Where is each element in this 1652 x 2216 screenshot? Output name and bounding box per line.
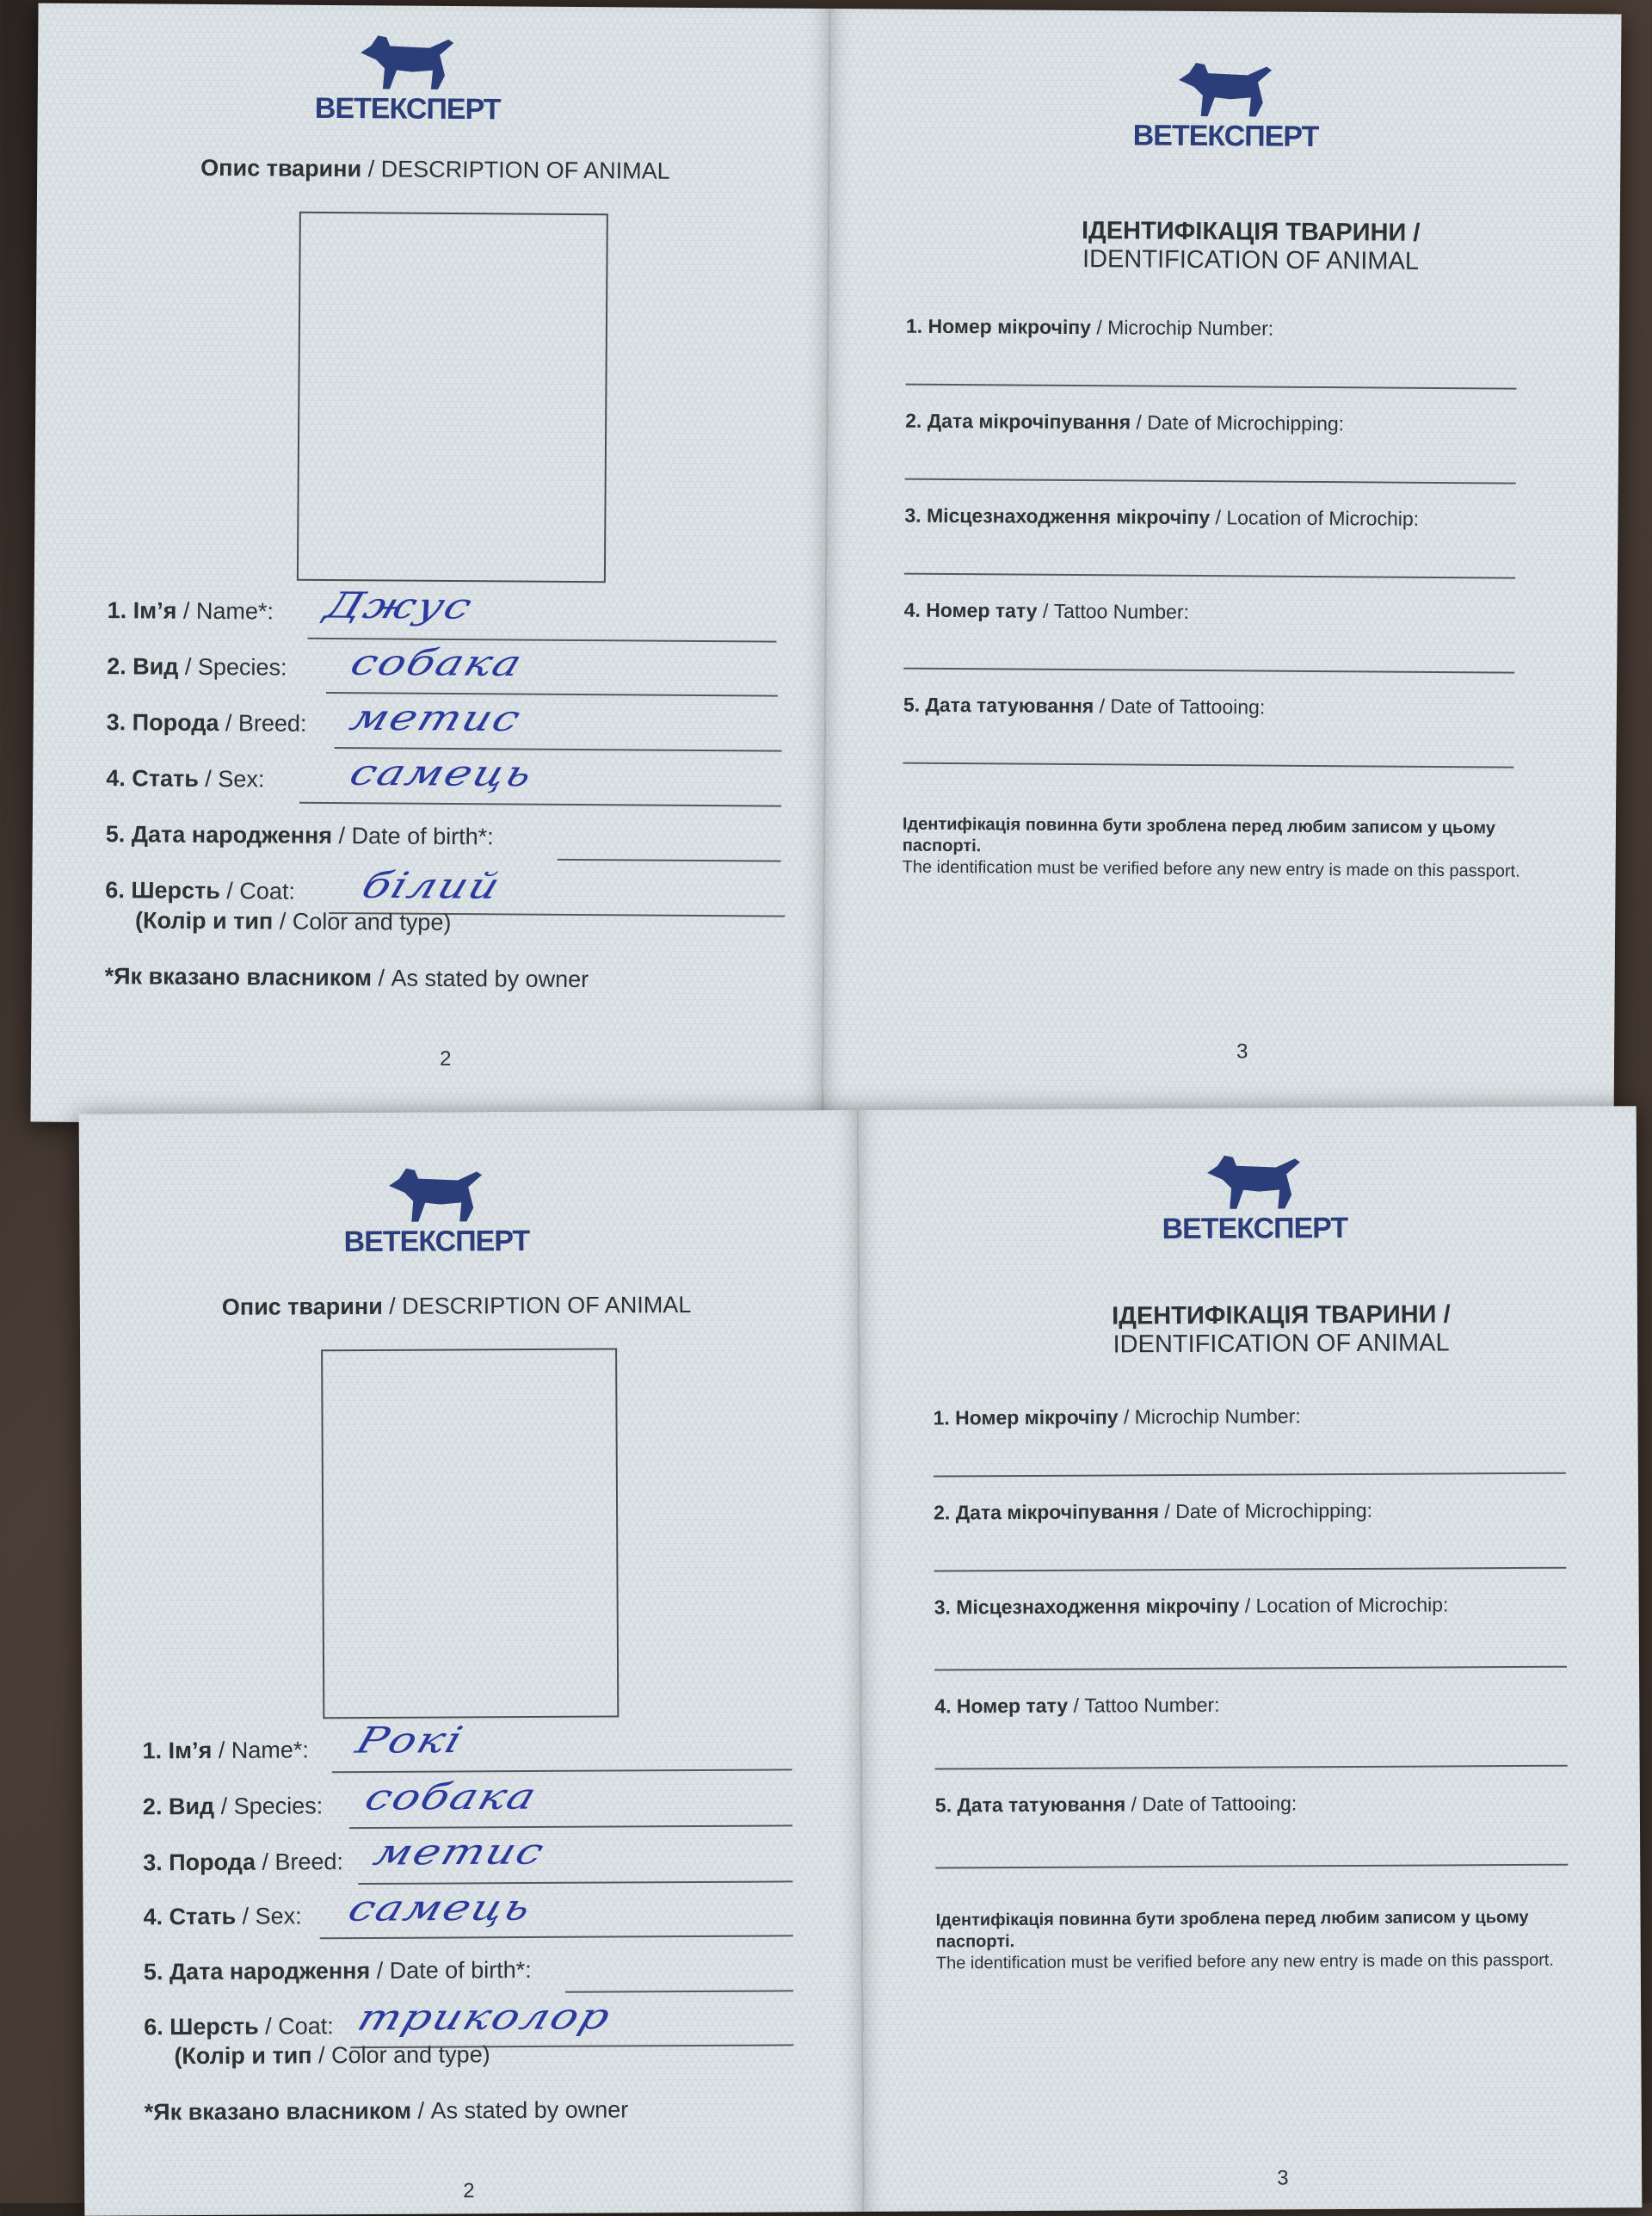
dog-icon — [380, 1159, 492, 1229]
brand-name: ВЕТЕКСПЕРТ — [1162, 1212, 1348, 1246]
field-name-label: 1. Ім’я / Name*: — [142, 1737, 309, 1764]
fill-line — [299, 802, 781, 807]
id-field-tattoo-number: 4. Номер тату / Tattoo Number: — [934, 1693, 1220, 1718]
dog-icon — [352, 27, 465, 96]
field-species-label: 2. Вид / Species: — [142, 1793, 324, 1820]
dog-icon — [1170, 54, 1283, 124]
coat-sub-label: (Колір и тип / Color and type) — [174, 2041, 490, 2070]
handwritten-breed: метис — [344, 697, 527, 740]
handwritten-coat: триколор — [352, 1996, 617, 2040]
fill-line — [349, 1824, 792, 1829]
fill-line — [358, 1880, 792, 1885]
id-field-microchip-location: 3. Місцезнаходження мікрочіпу / Location of Microchip: — [904, 503, 1420, 530]
field-sex-label: 4. Стать / Sex: — [143, 1903, 302, 1930]
fill-line — [320, 1935, 793, 1939]
page-number: 2 — [439, 1046, 452, 1071]
dog-icon — [1199, 1146, 1310, 1216]
passport-spread-bottom — [79, 1106, 1643, 2215]
description-title: Опис тварини / DESCRIPTION OF ANIMAL — [221, 1292, 692, 1320]
field-dob-label: 5. Дата народження / Date of birth*: — [143, 1957, 532, 1985]
fill-line — [934, 1472, 1566, 1478]
field-name-label: 1. Ім’я / Name*: — [107, 597, 274, 625]
owner-note: *Як вказано власником / As stated by owner — [144, 2096, 629, 2126]
photo-box — [297, 212, 608, 583]
brand-name: ВЕТЕКСПЕРТ — [314, 91, 501, 127]
identification-page — [823, 9, 1621, 1133]
fill-line — [558, 859, 781, 862]
photo-box — [321, 1348, 619, 1719]
fill-line — [903, 668, 1514, 674]
id-field-microchip-location: 3. Місцезнаходження мікрочіпу / Location of Microchip: — [934, 1593, 1449, 1619]
fill-line — [934, 1567, 1566, 1572]
handwritten-coat: білий — [356, 865, 507, 908]
fill-line — [904, 573, 1515, 579]
id-field-microchip-number: 1. Номер мікрочіпу / Microchip Number: — [905, 314, 1274, 340]
field-species-label: 2. Вид / Species: — [107, 653, 287, 681]
handwritten-species: собака — [360, 1775, 543, 1819]
page-number: 3 — [1236, 1040, 1248, 1064]
brand-name: ВЕТЕКСПЕРТ — [343, 1225, 530, 1259]
handwritten-sex: самець — [344, 752, 539, 795]
identification-title: ІДЕНТИФІКАЦІЯ ТВАРИНИ / IDENTIFICATION OF ANIMAL — [1081, 217, 1421, 275]
fill-line — [934, 1666, 1567, 1671]
identification-title: ІДЕНТИФІКАЦІЯ ТВАРИНИ / IDENTIFICATION OF ANIMAL — [1112, 1300, 1451, 1359]
description-title: Опис тварини / DESCRIPTION OF ANIMAL — [200, 154, 670, 184]
fill-line — [326, 692, 778, 697]
fill-line — [332, 1768, 792, 1773]
field-dob-label: 5. Дата народження / Date of birth*: — [105, 821, 494, 850]
coat-sub-label: (Колір и тип / Color and type) — [135, 907, 452, 935]
id-field-tattoo-date: 5. Дата татуювання / Date of Tattooing: — [903, 693, 1266, 719]
fill-line — [903, 762, 1513, 769]
handwritten-name: Джус — [319, 585, 479, 628]
id-field-microchip-date: 2. Дата мікрочіпування / Date of Microchipping: — [905, 409, 1345, 435]
field-breed-label: 3. Порода / Breed: — [106, 709, 307, 737]
fill-line — [905, 478, 1516, 485]
id-field-tattoo-number: 4. Номер тату / Tattoo Number: — [903, 598, 1190, 623]
handwritten-name: Рокі — [350, 1719, 470, 1762]
owner-note: *Як вказано власником / As stated by owner — [104, 963, 589, 993]
brand-logo — [296, 27, 521, 127]
field-sex-label: 4. Стать / Sex: — [106, 765, 265, 793]
handwritten-species: собака — [345, 642, 529, 685]
fill-line — [565, 1990, 793, 1992]
id-field-microchip-date: 2. Дата мікрочіпування / Date of Microchipping: — [934, 1498, 1373, 1524]
page-number: 2 — [463, 2179, 475, 2203]
brand-logo — [324, 1159, 549, 1259]
fill-line — [905, 384, 1516, 390]
passport-spread-top — [30, 3, 1621, 1133]
field-coat-label: 6. Шерсть / Coat: — [144, 2013, 334, 2040]
handwritten-breed: метис — [368, 1830, 551, 1873]
page-number: 3 — [1277, 2166, 1289, 2190]
fill-line — [935, 1765, 1568, 1770]
handwritten-sex: самець — [342, 1886, 538, 1930]
brand-logo — [1113, 53, 1338, 154]
brand-logo — [1143, 1146, 1367, 1246]
identification-notice: Ідентифікація повинна бути зроблена перед любим записом у цьому паспорті. The identification must be verified before any new entry is made on this passport. — [935, 1907, 1555, 1973]
id-field-microchip-number: 1. Номер мікрочіпу / Microchip Number: — [933, 1404, 1301, 1429]
identification-page — [859, 1106, 1643, 2212]
description-page — [30, 3, 830, 1127]
field-breed-label: 3. Порода / Breed: — [143, 1849, 344, 1876]
identification-notice: Ідентифікація повинна бути зроблена перед любим записом у цьому паспорті. The identification must be verified before any new entry is made on this passport. — [902, 814, 1520, 881]
brand-name: ВЕТЕКСПЕРТ — [1132, 119, 1319, 153]
field-coat-label: 6. Шерсть / Coat: — [105, 877, 296, 904]
id-field-tattoo-date: 5. Дата татуювання / Date of Tattooing: — [934, 1792, 1298, 1817]
description-page — [79, 1110, 865, 2216]
fill-line — [335, 747, 782, 752]
fill-line — [935, 1864, 1568, 1869]
